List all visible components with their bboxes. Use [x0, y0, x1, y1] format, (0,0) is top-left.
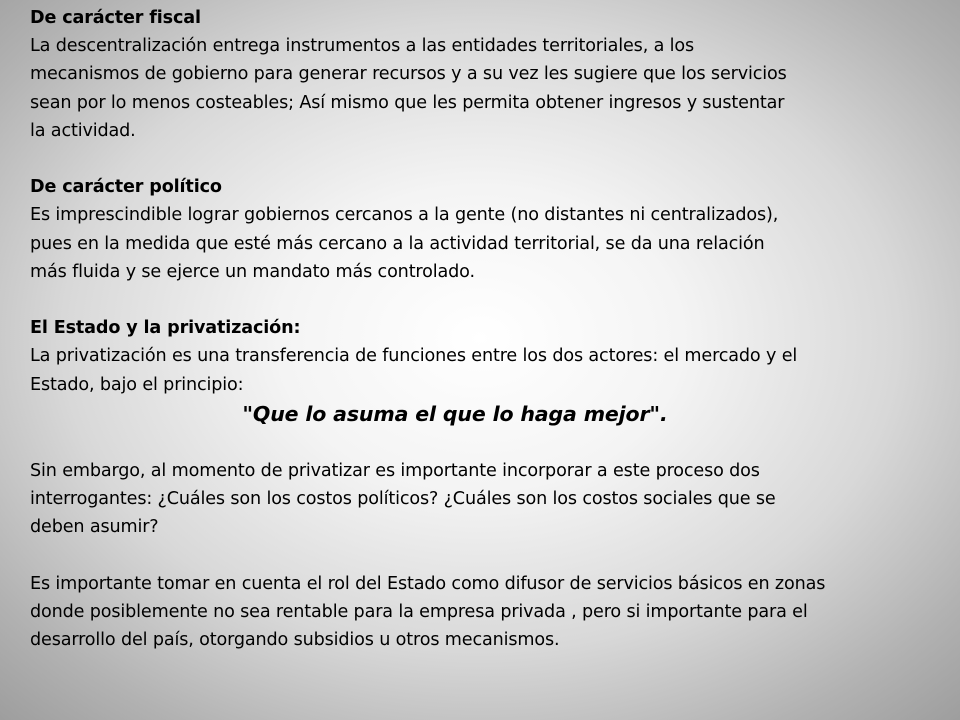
- fiscal-line-2: mecanismos de gobierno para generar recursos y a su vez les sugiere que los servicios: [30, 64, 787, 85]
- paragraph-spacer: [30, 542, 940, 570]
- interrogantes-line-3: deben asumir?: [30, 517, 159, 538]
- principle-quote: "Que lo asuma el que lo haga mejor".: [242, 401, 668, 426]
- politico-line-2: pues en la medida que esté más cercano a la actividad territorial, se da una relación: [30, 233, 765, 254]
- heading-politico: De carácter político: [30, 177, 222, 198]
- slide-text-body: [30, 4, 940, 654]
- paragraph-spacer: [30, 145, 940, 173]
- politico-line-1: Es imprescindible lograr gobiernos cercanos a la gente (no distantes ni centralizados),: [30, 205, 779, 226]
- politico-line-3: más fluida y se ejerce un mandato más controlado.: [30, 261, 475, 282]
- rol-estado-line-3: desarrollo del país, otorgando subsidios u otros mecanismos.: [30, 630, 560, 651]
- paragraph-spacer: [30, 286, 940, 314]
- rol-estado-line-1: Es importante tomar en cuenta el rol del Estado como difusor de servicios básicos en zonas: [30, 573, 826, 594]
- rol-estado-line-2: donde posiblemente no sea rentable para la empresa privada , pero si importante para el: [30, 602, 808, 622]
- heading-fiscal: De carácter fiscal: [30, 8, 201, 28]
- interrogantes-line-2: interrogantes: ¿Cuáles son los costos políticos? ¿Cuáles son los costos sociales que se: [30, 489, 776, 510]
- paragraph-spacer: [30, 429, 940, 457]
- fiscal-line-4: la actividad.: [30, 120, 136, 141]
- fiscal-line-3: sean por lo menos costeables; Así mismo que les permita obtener ingresos y sustentar: [30, 92, 785, 113]
- interrogantes-line-1: Sin embargo, al momento de privatizar es importante incorporar a este proceso dos: [30, 461, 760, 481]
- privatizacion-line-2: Estado, bajo el principio:: [30, 374, 244, 395]
- privatizacion-line-1: La privatización es una transferencia de funciones entre los dos actores: el mercado y el: [30, 346, 798, 367]
- heading-privatizacion: El Estado y la privatización:: [30, 318, 301, 339]
- fiscal-line-1: La descentralización entrega instrumentos a las entidades territoriales, a los: [30, 36, 695, 57]
